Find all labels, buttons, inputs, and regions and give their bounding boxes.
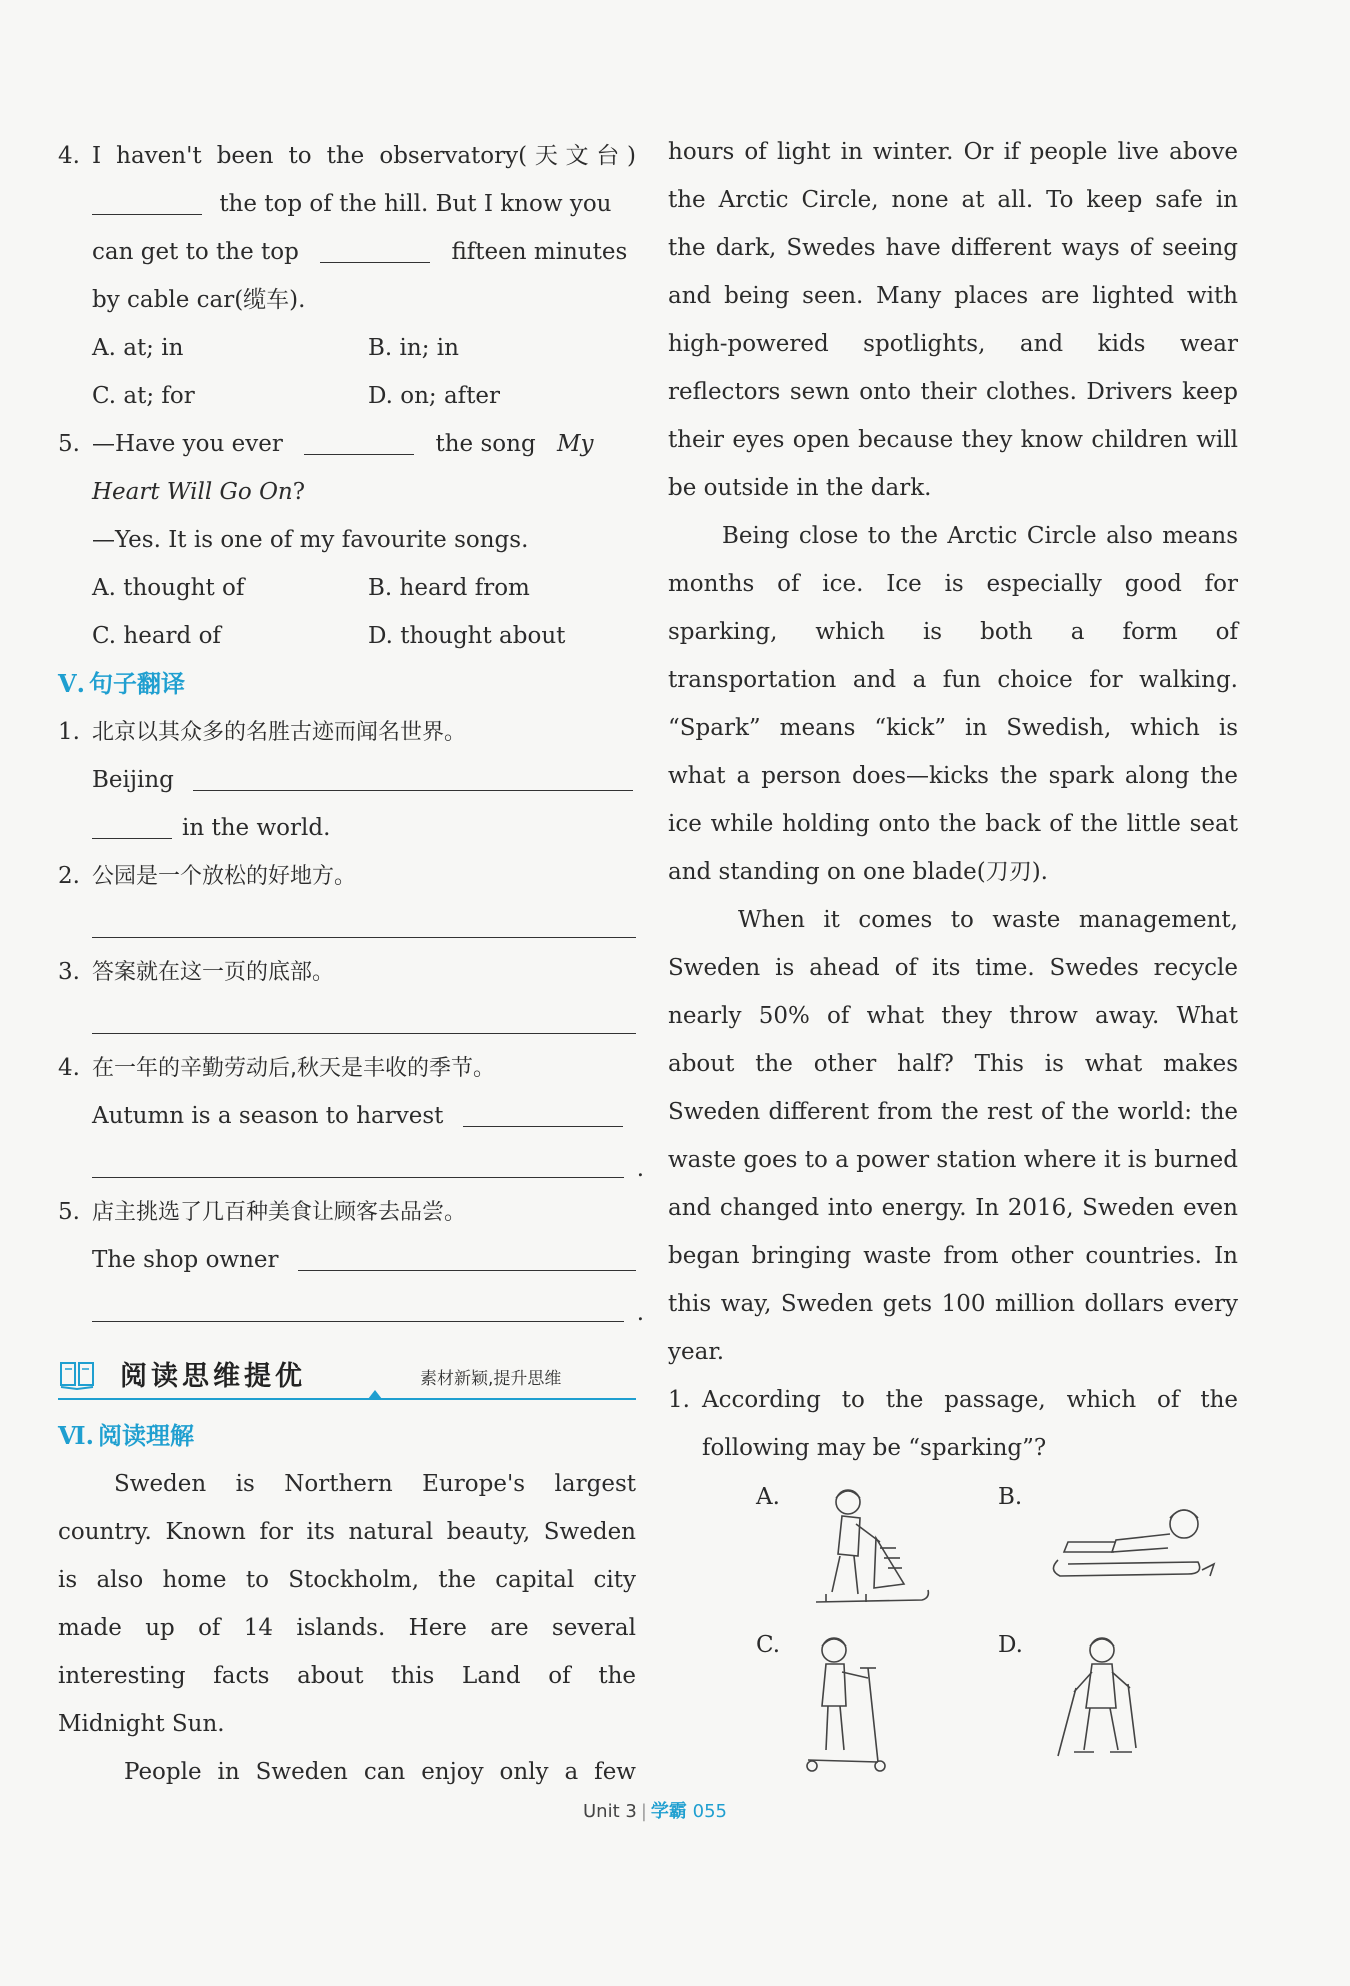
answer-blank[interactable] <box>320 232 430 263</box>
answer-line[interactable] <box>58 996 636 1044</box>
passage-line: made up of 14 islands. Here are several <box>58 1615 636 1641</box>
passage-line: Sweden is Northern Europe's largest <box>114 1471 636 1497</box>
passage-line: waste goes to a power station where it is burned <box>668 1147 1238 1173</box>
passage-line: the Arctic Circle, none at all. To keep safe in <box>668 187 1238 213</box>
passage-line: Sweden is ahead of its time. Swedes recycle <box>668 955 1238 981</box>
choice-c[interactable]: C. <box>756 1632 936 1782</box>
passage-line: “Spark” means “kick” in Swedish, which is <box>668 715 1238 741</box>
choice-d[interactable]: D. <box>998 1632 1198 1782</box>
passage-line: ice while holding onto the back of the little seat <box>668 811 1238 837</box>
passage-line: high-powered spotlights, and kids wear <box>668 331 1238 357</box>
page-number: 055 <box>692 1801 727 1822</box>
passage-line: reflectors sewn onto their clothes. Drivers keep <box>668 379 1238 405</box>
right-column <box>668 128 1238 1792</box>
t5-chinese: 5. 店主挑选了几百种美食让顾客去品尝。 <box>58 1199 467 1225</box>
passage-line: and standing on one blade(刀刃). <box>668 859 1048 885</box>
open-book-icon <box>60 1360 94 1390</box>
passage-line: is also home to Stockholm, the capital city <box>58 1567 636 1593</box>
passage-line: hours of light in winter. Or if people live above <box>668 139 1238 165</box>
option-d[interactable]: D. thought about <box>368 623 566 649</box>
passage-line: country. Known for its natural beauty, Sweden <box>58 1519 636 1545</box>
t1-answer-line1: Beijing <box>58 756 636 804</box>
t4-answer-line1: Autumn is a season to harvest <box>58 1092 636 1140</box>
answer-blank[interactable] <box>463 1096 623 1127</box>
answer-blank[interactable] <box>298 1240 636 1271</box>
question-1-line2: following may be “sparking”? <box>702 1435 1047 1461</box>
banner-rule <box>58 1398 636 1400</box>
passage-line: sparking, which is both a form of <box>668 619 1238 645</box>
passage-line: be outside in the dark. <box>668 475 932 501</box>
passage-line: their eyes open because they know children will <box>668 427 1238 453</box>
section-heading-reading: Ⅵ. 阅读理解 <box>58 1421 194 1450</box>
person-skiing-icon <box>1038 1632 1178 1772</box>
passage-line: Being close to the Arctic Circle also means <box>722 523 1238 549</box>
passage-line: People in Sweden can enjoy only a few <box>124 1759 636 1785</box>
answer-line[interactable]: . <box>58 1140 636 1188</box>
t4-chinese: 4. 在一年的辛勤劳动后,秋天是丰收的季节。 <box>58 1055 495 1081</box>
t3-chinese: 3. 答案就在这一页的底部。 <box>58 959 335 985</box>
q5-reply: —Yes. It is one of my favourite songs. <box>92 527 529 553</box>
option-c[interactable]: C. at; for <box>92 383 195 409</box>
option-d[interactable]: D. on; after <box>368 383 501 409</box>
passage-line: months of ice. Ice is especially good for <box>668 571 1238 597</box>
passage-line: Midnight Sun. <box>58 1711 225 1737</box>
brand-label: 学霸 <box>650 1801 687 1822</box>
t1-answer-line2: in the world. <box>58 804 636 852</box>
passage-line: Sweden different from the rest of the world: the <box>668 1099 1238 1125</box>
q4-options-row2 <box>58 372 636 420</box>
option-b[interactable]: B. in; in <box>368 335 459 361</box>
answer-picture-grid <box>668 1472 1238 1792</box>
passage-line: nearly 50% of what they throw away. What <box>668 1003 1238 1029</box>
passage-line: transportation and a fun choice for walking. <box>668 667 1238 693</box>
passage-line: and being seen. Many places are lighted with <box>668 283 1238 309</box>
option-b[interactable]: B. heard from <box>368 575 530 601</box>
person-on-sled-icon <box>1038 1490 1228 1610</box>
option-a[interactable]: A. at; in <box>92 335 184 361</box>
person-on-scooter-icon <box>786 1632 916 1782</box>
person-pushing-kicksled-icon <box>796 1484 936 1624</box>
page-footer <box>583 1797 727 1823</box>
q4-options-row1 <box>58 324 636 372</box>
left-column <box>58 132 644 1796</box>
q5-line1: 5. —Have you ever the song My <box>58 420 636 468</box>
passage-line: what a person does—kicks the spark along the <box>668 763 1238 789</box>
t5-answer-line1: The shop owner <box>58 1236 636 1284</box>
passage-line: began bringing waste from other countries. In <box>668 1243 1238 1269</box>
choice-b[interactable]: B. <box>998 1484 1228 1624</box>
answer-line[interactable]: . <box>58 1284 636 1332</box>
reading-banner <box>58 1340 636 1412</box>
answer-blank[interactable] <box>193 760 633 791</box>
passage-line: and changed into energy. In 2016, Sweden even <box>668 1195 1238 1221</box>
answer-blank[interactable] <box>304 424 414 455</box>
passage-line: interesting facts about this Land of the <box>58 1663 636 1689</box>
section-heading-translation: Ⅴ. 句子翻译 <box>58 669 185 698</box>
q4-line3: can get to the top fifteen minutes <box>58 228 636 276</box>
passage-line: the dark, Swedes have different ways of seeing <box>668 235 1238 261</box>
option-a[interactable]: A. thought of <box>92 575 245 601</box>
answer-blank[interactable] <box>92 184 202 215</box>
q4-line1: 4. I haven't been to the observatory(天文台) <box>58 143 636 169</box>
passage-line: about the other half? This is what makes <box>668 1051 1238 1077</box>
passage-line: year. <box>668 1339 725 1365</box>
unit-label: Unit 3 <box>583 1801 637 1822</box>
choice-a[interactable]: A. <box>756 1484 936 1624</box>
passage-line: When it comes to waste management, <box>738 907 1238 933</box>
question-1-line1: 1. According to the passage, which of the <box>668 1387 1238 1413</box>
q4-line2: the top of the hill. But I know you <box>58 180 636 228</box>
q5-options-row2 <box>58 612 636 660</box>
q5-options-row1 <box>58 564 636 612</box>
answer-blank[interactable] <box>92 808 172 839</box>
passage-line: this way, Sweden gets 100 million dollars every <box>668 1291 1238 1317</box>
q4-line4: by cable car(缆车). <box>92 287 306 313</box>
answer-line[interactable] <box>58 900 636 948</box>
banner-title: 阅读思维提优 <box>120 1361 306 1392</box>
banner-subtitle: 素材新颖,提升思维 <box>420 1369 562 1389</box>
t2-chinese: 2. 公园是一个放松的好地方。 <box>58 863 357 889</box>
t1-chinese: 1. 北京以其众多的名胜古迹而闻名世界。 <box>58 719 467 745</box>
q5-line2: Heart Will Go On? <box>92 479 306 505</box>
footer-divider: | <box>640 1801 647 1822</box>
option-c[interactable]: C. heard of <box>92 623 221 649</box>
